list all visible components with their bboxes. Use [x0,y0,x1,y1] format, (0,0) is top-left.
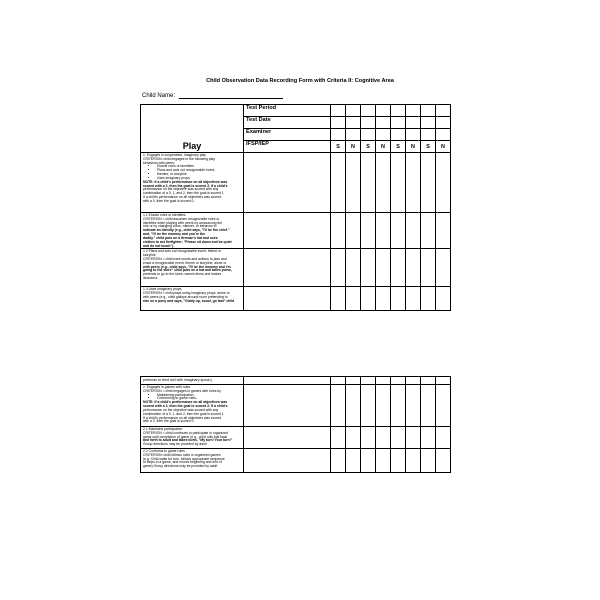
criterion-text-line: CRITERION = child continues to participate in organized [143,430,228,435]
score-cell[interactable] [391,377,406,385]
examiner-cell[interactable] [421,129,436,141]
criterion-text-line: of steps in a game, and moves beginning and end of [143,460,222,465]
criterion-text-line: 2.2 Conforms to game rules [143,449,185,453]
score-cell[interactable] [421,287,436,311]
score-cell[interactable] [436,213,451,249]
ifsp-iep-cell[interactable] [244,213,331,249]
observation-table-page1 [140,104,451,311]
ifsp-iep-cell[interactable] [244,153,331,213]
criterion-text-line: storyline [143,253,156,258]
score-col-header: N [346,141,361,153]
criterion-row [141,153,451,213]
score-cell[interactable] [376,377,391,385]
score-cell[interactable] [391,213,406,249]
score-cell[interactable] [436,427,451,449]
score-cell[interactable] [376,385,391,427]
criterion-text-line: CRITERION = child engages in games with rules by [143,388,221,393]
score-cell[interactable] [331,249,346,287]
test-date-cell[interactable] [376,117,391,129]
score-cell[interactable] [361,377,376,385]
score-cell[interactable] [346,385,361,427]
score-col-header: N [436,141,451,153]
score-cell[interactable] [376,213,391,249]
criterion-bullet: • Plans and acts out recognizable event, [157,169,242,173]
test-period-cell[interactable] [376,105,391,117]
criterion-text-line: CRITERION: child engages in the following play [143,156,215,161]
score-cell[interactable] [361,153,376,213]
criterion-bullet: • Maintaining participation. [157,394,242,398]
score-cell[interactable] [421,249,436,287]
criterion-text-line: game) Group directions may be provided by adult [143,464,218,469]
criterion-text-line: 1.2 Plans and acts out recognizable event, theme or [143,249,222,254]
criterion-row [141,213,451,249]
criterion-row [141,427,451,449]
ifsp-iep-cell[interactable] [244,385,331,427]
criterion-text-line: identities when playing with peers by announcing the [143,220,223,225]
criterion-bullet: • Uses imaginary props. [157,177,242,181]
score-cell[interactable] [346,287,361,311]
examiner-cell[interactable] [406,129,421,141]
score-cell[interactable] [406,213,421,249]
criterion-note-line: clothes to act firefighter; "Please sit down and be quiet [143,239,232,244]
test-date-cell[interactable] [331,117,346,129]
child-name-line[interactable] [179,92,283,99]
continuation-note: pretends to feed doll with imaginary spoon). [141,377,244,385]
score-cell[interactable] [391,385,406,427]
score-cell[interactable] [361,449,376,473]
criterion-text-line: with a 0, then the goal is scored 0. [143,419,195,424]
score-cell[interactable] [331,377,346,385]
score-cell[interactable] [436,449,451,473]
criterion-bullet: • themes, or storyline. [157,173,242,177]
criterion-note-line: NOTE: If a child's performance on all objectives was [143,179,228,184]
score-cell[interactable] [421,213,436,249]
score-cell[interactable] [361,249,376,287]
score-cell[interactable] [376,449,391,473]
child-name-label: Child Name: [142,93,177,99]
test-date-cell[interactable] [406,117,421,129]
criterion-text-line: behaviors with peers: [143,160,176,165]
score-cell[interactable] [361,385,376,427]
criterion-text-line: enact a recognizable event, theme or storyline; alone or [143,260,227,265]
criterion-note-line: and, "I'll be the mommy and you're the [143,232,206,237]
criterion-note-line: and do not touch"). [143,243,175,248]
criterion-text-line: with peers (e.g., child gallops around room pretending to [143,294,228,299]
criterion-description [141,287,244,311]
criterion-text-line: performance on the objective was scored with any [143,187,219,192]
criterion-row [141,385,451,427]
criterion-note-line: ride on a pony and says, "Giddy up, scoot, go fast" child [143,298,235,303]
criterion-text-line: role or by changing voice, manner, or behavior to [143,224,217,229]
play-heading: Play [182,141,202,151]
test-period-cell[interactable] [421,105,436,117]
examiner-label: Examiner [244,129,331,141]
criterion-text-line: decisions. [143,276,159,280]
criterion-text-line: (e.g. Child waits for turn, follows appropriate sequence [143,456,225,461]
criterion-row [141,449,451,473]
score-cell[interactable] [406,153,421,213]
score-cell[interactable] [391,427,406,449]
criterion-text-line: If a child's performance on all objectives was scored [143,194,222,199]
score-cell[interactable] [436,377,451,385]
criterion-description [141,427,244,449]
criterion-text-line: CRITERION = child uses words and actions to plan and [143,256,227,261]
criterion-note-line: and forth to adult and takes turns, "My turn! Your turn!" [143,438,233,443]
score-cell[interactable] [331,287,346,311]
score-cell[interactable] [331,153,346,213]
score-cell[interactable] [421,153,436,213]
criterion-text-line: 1.3 Uses imaginary props [143,287,182,292]
ifsp-iep-cell[interactable] [244,427,331,449]
test-period-cell[interactable] [436,105,451,117]
criterion-text-line: 2.1 Maintains participation [143,427,183,431]
criterion-row [141,249,451,287]
test-date-cell[interactable] [436,117,451,129]
score-cell[interactable] [406,449,421,473]
score-cell[interactable] [421,377,436,385]
score-cell[interactable] [331,213,346,249]
score-cell[interactable] [346,449,361,473]
score-cell[interactable] [346,249,361,287]
criterion-description [141,449,244,473]
score-col-header: N [406,141,421,153]
play-header-cell [141,105,244,153]
score-col-header: S [421,141,436,153]
criterion-note-line: scored with a 2, then the goal is scored 2. If a child's [143,404,228,409]
score-cell[interactable] [331,449,346,473]
score-cell[interactable] [421,385,436,427]
criterion-text-line: Group directions may be provided by adult [143,442,207,447]
test-date-cell[interactable] [391,117,406,129]
criterion-note-line: NOTE: If a child's performance on all objectives was [143,400,228,405]
criterion-text-line: If a child's performance on all objectives was scored [143,415,222,420]
child-name-field[interactable] [142,92,283,99]
criterion-text-line: pretends to go to the store; names items and makes [143,272,222,277]
score-cell[interactable] [376,287,391,311]
criterion-note-line: scored with a 2, then the goal is scored 2. If a child's [143,183,228,188]
criterion-description [141,249,244,287]
criterion-text-line: 2. Engages in games with rules [143,385,191,389]
score-cell[interactable] [346,153,361,213]
ifsp-iep-cell[interactable] [244,377,331,385]
criterion-text-line: CRITERION: child follows rules in organized games [143,452,221,457]
test-date-cell[interactable] [361,117,376,129]
score-cell[interactable] [346,427,361,449]
criterion-text-line: 1. Engages in cooperative, imaginary play [143,153,206,157]
score-cell[interactable] [331,385,346,427]
score-cell[interactable] [391,249,406,287]
test-period-cell[interactable] [331,105,346,117]
criterion-text-line: combination of a 0, 1, and 2, then the goal is scored 1. [143,411,225,416]
score-cell[interactable] [361,287,376,311]
score-cell[interactable] [391,449,406,473]
criterion-text-line: with a 0, then the goal is scored 0. [143,198,195,203]
ifsp-iep-label: IFSP/IEP [244,141,331,153]
score-cell[interactable] [376,153,391,213]
test-date-label: Test Date [244,117,331,129]
score-cell[interactable] [406,427,421,449]
score-cell[interactable] [421,449,436,473]
criterion-description [141,213,244,249]
score-cell[interactable] [436,385,451,427]
criterion-note-line: indicate an identity (e.g., child says, "I'll be fire chief." [143,228,230,233]
observation-table-page2 [140,376,451,473]
score-cell[interactable] [436,287,451,311]
test-period-cell[interactable] [391,105,406,117]
score-cell[interactable] [406,287,421,311]
score-cell[interactable] [406,385,421,427]
criterion-bullet: • Conforming to game rules. [157,397,242,401]
score-cell[interactable] [331,427,346,449]
score-cell[interactable] [406,377,421,385]
test-period-cell[interactable] [361,105,376,117]
score-cell[interactable] [346,377,361,385]
criterion-bullets [143,165,242,180]
criterion-note-line: going to the store" child puts on a hat and takes purse, [143,268,232,273]
score-cell[interactable] [361,213,376,249]
score-cell[interactable] [436,153,451,213]
criterion-text-line: game until completion of game (e.g., child rolls ball back [143,434,228,439]
ifsp-iep-cell[interactable] [244,287,331,311]
score-cell[interactable] [391,287,406,311]
criterion-row [141,287,451,311]
test-period-label: Test Period [244,105,331,117]
criterion-text-line: performance on the objective was scored with any [143,407,219,412]
score-cell[interactable] [436,249,451,287]
criterion-text-line: combination of a 0, 1, and 2, then the goal is scored 1. [143,191,225,196]
criterion-bullet: • Enacts roles or identities [157,165,242,169]
score-cell[interactable] [406,249,421,287]
test-period-cell[interactable] [346,105,361,117]
score-cell[interactable] [361,427,376,449]
examiner-cell[interactable] [331,129,346,141]
examiner-cell[interactable] [361,129,376,141]
test-date-cell[interactable] [421,117,436,129]
test-date-cell[interactable] [346,117,361,129]
examiner-cell[interactable] [391,129,406,141]
test-period-cell[interactable] [406,105,421,117]
score-cell[interactable] [421,427,436,449]
examiner-cell[interactable] [346,129,361,141]
score-cell[interactable] [376,249,391,287]
criterion-description [141,385,244,427]
score-col-header: S [361,141,376,153]
score-col-header: N [376,141,391,153]
form-title: Child Observation Data Recording Form with Criteria II: Cognitive Area [206,78,394,84]
score-col-header: S [391,141,406,153]
score-cell[interactable] [346,213,361,249]
score-cell[interactable] [376,427,391,449]
score-cell[interactable] [391,153,406,213]
criterion-text-line: CRITERION = child plays using imaginary props, alone or [143,291,230,296]
criterion-note-line: with peers (e.g., child says, "I'll be the mommy and I'm [143,264,231,269]
examiner-cell[interactable] [436,129,451,141]
ifsp-iep-cell[interactable] [244,249,331,287]
examiner-cell[interactable] [376,129,391,141]
continuation-row [141,377,451,385]
score-col-header: S [331,141,346,153]
criterion-text-line: 1.1 Enacts roles or identities [143,213,186,217]
criterion-description [141,153,244,213]
ifsp-iep-cell[interactable] [244,449,331,473]
criterion-note-line: daddy." child puts on a fireman's hat and uses [143,235,218,240]
criterion-text-line: CRITERION = child assumes recognizable roles or [143,216,220,221]
